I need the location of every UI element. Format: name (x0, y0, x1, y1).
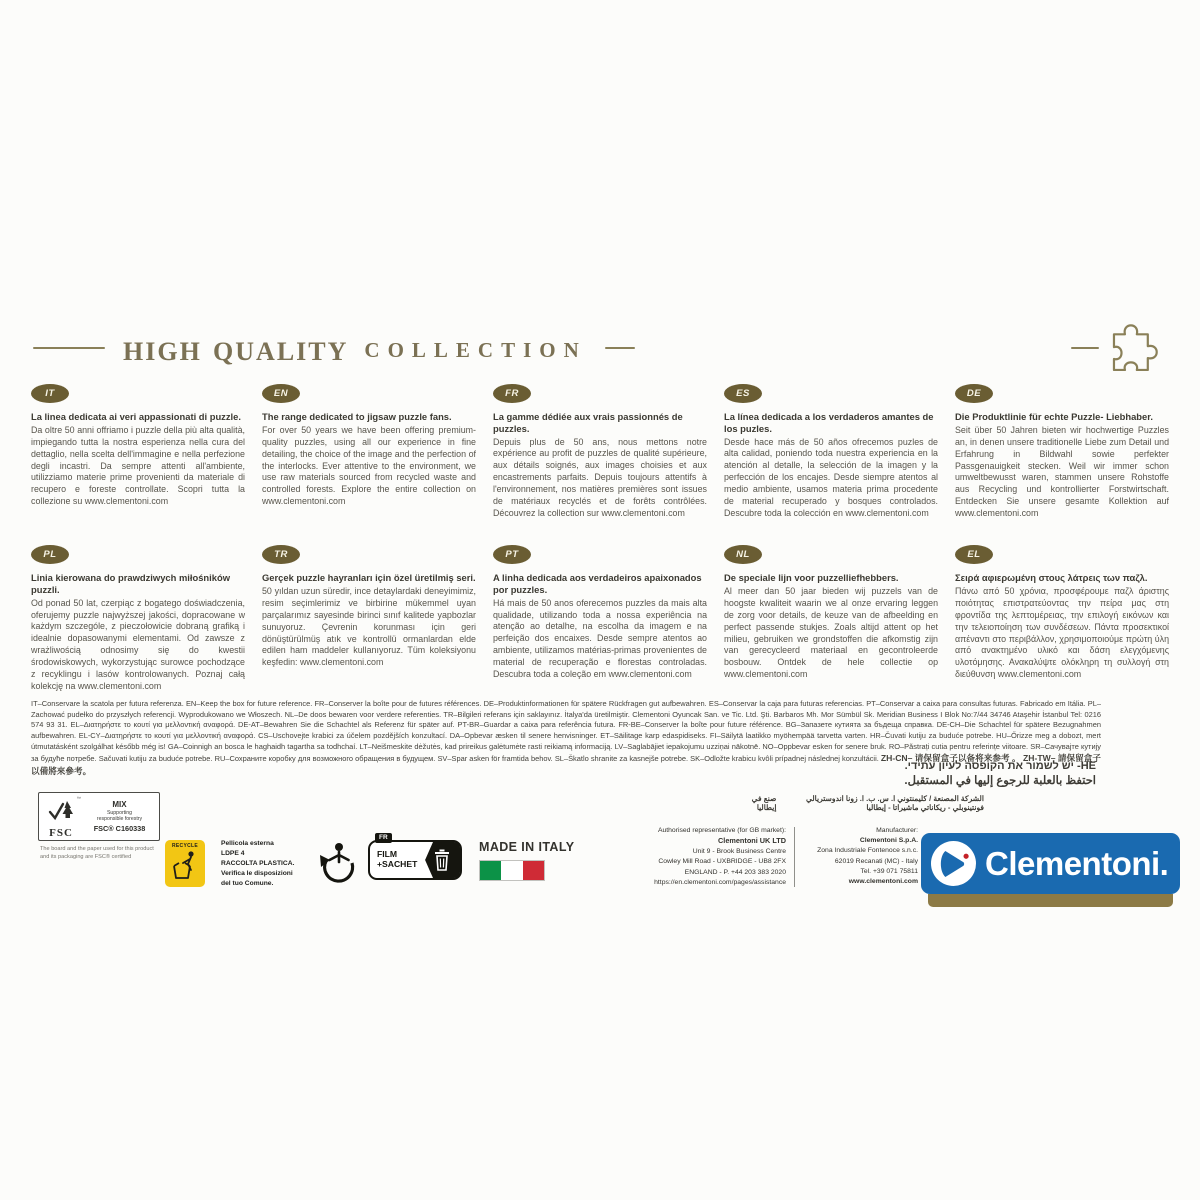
trash-bin-icon (424, 842, 460, 878)
lang-section-it (31, 383, 245, 520)
mfr-line-3: Zona Industriale Fontenoce s.n.c. (817, 847, 918, 855)
made-in-italy-ar: صنع في إيطاليا (751, 794, 777, 812)
uk-assistance-url: https://en.clementoni.com/pages/assistance (654, 878, 786, 886)
mfr-line-5: Tel. +39 071 75811 (860, 867, 918, 875)
plastic-line-4: Verifica le disposizioni (221, 870, 293, 878)
lang-section-de (955, 383, 1169, 520)
recycle-box-person-icon (170, 849, 200, 881)
mfr-line-4: 62019 Recanati (MC) - Italy (834, 857, 918, 865)
mfr-website: www.clementoni.com (848, 877, 918, 885)
lang-title-fr: La gamme dédiée aux vrais passionnés de puzzles. (493, 411, 683, 434)
made-in-italy (479, 840, 574, 881)
lang-badge-de: DE (955, 384, 993, 403)
fsc-supporting-line1: Supporting (106, 809, 133, 816)
lang-badge-el: EL (955, 545, 993, 564)
uk-line-1: Authorised representative (for GB market): (657, 827, 786, 834)
rtl-notices (744, 760, 1096, 812)
lang-section-fr (493, 383, 707, 520)
plastic-sorting-info (221, 839, 294, 889)
lang-body-tr: 50 yıldan uzun süredir, ince detaylardaki deneyimimiz, resim seçimlerimiz ve birbirine mükemmel uyan parçalarımız sayesinde birinci sınıf kalitede yapbozlar sunuyoruz. Çevrenin korunması için geri dönüştürülmüş atık ve kontrollü ormanlardan elde edilen ham maddeler kullanıyoruz. Tüm koleksiyonu keşfedin: www.clementoni.com (262, 585, 476, 668)
lang-section-pl (31, 544, 245, 693)
made-in-italy-label: MADE IN ITALY (479, 840, 575, 854)
puzzle-piece-icon (1103, 316, 1167, 380)
fsc-license-code: FSC® C160338 (93, 823, 146, 833)
manufacturer-notice-ar (744, 794, 984, 812)
header-rule-left (33, 347, 105, 350)
fsc-word: FSC (49, 826, 73, 839)
fsc-tree-check-icon (46, 797, 76, 823)
lang-badge-en: EN (262, 384, 300, 403)
lang-section-pt (493, 544, 707, 693)
language-sections (31, 383, 1169, 693)
recycle-pictogram (165, 840, 205, 887)
lang-body-pt: Há mais de 50 anos oferecemos puzzles da mais alta qualidade, utilizando toda a nossa experiência na atenção ao detalhe, na escolha da imagem e na perfeição dos encaixes. Desde sempre atentos ao ambiente, utilizamos matérias-primas provenientes de material de recuperação e florestas controladas. Descubra toda a coleção em www.clementoni.com (493, 597, 707, 680)
lang-title-de: Die Produktlinie für echte Puzzle- Liebhaber. (955, 411, 1153, 422)
lang-badge-tr: TR (262, 545, 300, 564)
mfr-line-2: Clementoni S.p.A. (859, 837, 918, 845)
lang-body-nl: Al meer dan 50 jaar bieden wij puzzels van de hoogste kwaliteit waarin we al onze ervaring leggen de zorg voor details, de keuze van de afbeelding en perfect passende stukjes. Zoals altijd attent op het milieu, gebruiken we grondstoffen die afkomstig zijn van gerecycleerd materiaal en gecontroleerde bosbouw. Ontdek de hele collectie op www.clementoni.com (724, 585, 938, 680)
fsc-supporting-line2: responsible forestry (96, 816, 143, 823)
mfr-line-1: Manufacturer: (876, 827, 918, 834)
lang-badge-pt: PT (493, 545, 531, 564)
uk-representative-address (586, 826, 786, 888)
lang-badge-fr: FR (493, 384, 531, 403)
plastic-line-2: LDPE 4 (221, 850, 245, 858)
fsc-certification-box (38, 792, 160, 841)
collection-title-main: high quality (123, 327, 349, 369)
lang-body-pl: Od ponad 50 lat, czerpiąc z bogatego doświadczenia, oferujemy puzzle najwyższej jakości, dopracowane w każdym szczególe, z pieczołowicie dobraną grafiką i idealnie dopasowanymi elementami. Od zawsze z wrażliwością odnosimy się do kwestii środowiskowych, wykorzystując surowce pochodzące z recyklingu i lasów kontrolowanych. Poznaj całą kolekcję na www.clementoni.com (31, 597, 245, 692)
triman-icon (317, 841, 359, 890)
clementoni-emblem-icon (931, 841, 976, 886)
lang-title-el: Σειρά αφιερωμένη στους λάτρεις των παζλ. (955, 572, 1148, 584)
lang-badge-nl: NL (724, 545, 762, 564)
lang-section-es (724, 383, 938, 520)
uk-line-2: Clementoni UK LTD (718, 836, 786, 846)
lang-body-es: Desde hace más de 50 años ofrecemos puzles de alta calidad, poniendo toda nuestra experiencia en la atención al detalle, la selección de la imagen y la perfección de los encajes. Desde siempre atentos al medio ambiente, usamos materia prima procedente de material recuperado y bosques controlados. Descubre toda la colección en www.clementoni.com (724, 436, 938, 519)
lang-badge-it: IT (31, 384, 69, 403)
film-label-line2: +SACHET (377, 859, 418, 869)
lang-section-en (262, 383, 476, 520)
header-rule-mid (605, 347, 635, 350)
fsc-caption: The board and the paper used for this product and its packaging are FSC® certified (40, 846, 154, 861)
address-divider (794, 827, 795, 887)
fsc-mix-label: MIX (112, 799, 127, 809)
recycle-label: RECYCLE (172, 843, 198, 849)
fsc-tm-mark: ™ (76, 795, 81, 801)
storage-notice-he: HE- יש לשמור את הקופסה לעיון עתידי. (904, 760, 1096, 772)
storage-notice-zh: ZH-CN– 请保留盒子以备将来参考 。 ZH-TW– 請保留盒子以備將來參考。 (31, 753, 1101, 776)
clementoni-logo (921, 833, 1180, 907)
lang-title-en: The range dedicated to jigsaw puzzle fans. (262, 411, 452, 422)
uk-line-3: Unit 9 - Brook Business Centre (692, 848, 786, 856)
logo-gold-base (928, 894, 1173, 907)
collection-header (33, 318, 1167, 378)
storage-notice-ar: احتفظ بالعلبة للرجوع إليها في المستقبل. (904, 775, 1096, 787)
lang-title-pt: A linha dedicada aos verdadeiros apaixonados por puzzles. (493, 572, 702, 595)
header-rule-right (1071, 347, 1099, 350)
lang-body-it: Da oltre 50 anni offriamo i puzzle della più alta qualità, impiegando tutta la nostra esperienza nella cura del dettaglio, nella scelta dell'immagine e nella perfezione degli incastri. Da sempre attenti all'ambiente, utilizziamo materie prime provenienti da materiale di recupero e foreste controllate. Scopri tutta la collezione su www.clementoni.com (31, 424, 245, 507)
fsc-logo (39, 795, 83, 839)
collection-title-sub: collection (364, 331, 587, 364)
clementoni-wordmark: Clementoni. (985, 844, 1169, 882)
film-label-line1: FILM (377, 849, 398, 860)
manufacturer-ar-text: الشركة المصنعة / كليمنتوني ا. س. ب. ا. زونا اندوستريالي فونتينوبلي - ريكاناتي ماشيراتا - إيطاليا (806, 794, 984, 812)
lang-title-pl: Linia kierowana do prawdziwych miłośników puzzli. (31, 572, 230, 595)
lang-badge-es: ES (724, 384, 762, 403)
lang-body-en: For over 50 years we have been offering premium-quality puzzles, using all our experience in fine detailing, the choice of the image and the perfection of the interlocks. Ever attentive to the environment, we use raw materials sourced from recycled waste and controlled forests. Explore the entire collection on www.clementoni.com (262, 424, 476, 507)
lang-badge-pl: PL (31, 545, 69, 564)
fr-country-tab: FR (375, 833, 392, 843)
storage-notice-text: IT–Conservare la scatola per futura referenza. EN–Keep the box for future reference. FR–Conserver la boîte pour de futures références. DE–Produktinformationen für spätere Rückfragen gut aufbewahren. ES–Conservar la caja para futuras referencias. PT–Conservar a caixa para consultas futuras. Fabricado em Itália. PL–Zachować pudełko do przyszłych referencji. Wyprodukowano we Włoszech. NL–De doos bewaren voor verdere referenties. TR–Bilgileri referans için saklayınız. İtalya'da üretilmiştir. Clementoni Oyuncak San. ve Tic. Ltd. Şti. Barbaros Mh. Mor Sümbül Sk. Meridian Business I Blok No:7/44 34746 Ataşehir İstanbul Tel: 0216 574 93 31. EL–Διατηρήστε το κουτί για μελλοντική αναφορά. DE-AT–Bewahren Sie die Schachtel als Referenz für später auf. PT-BR–Guardar a caixa para referência futura. FR-BE–Conserver la boîte pour future référence. BG–Запазете кутията за бъдеща справка. DE-CH–Die Schachtel für spätere Bezugnahmen aufbewahren. EL-CY–Διατηρήστε το κουτί για μελλοντική αναφορά. CS–Uschovejte krabici za účelem pozdějších konzultací. DA–Opbevar æsken til senere henvisninger. ET–Säilitage karp edaspidiseks. FI–Säilytä laatikko myöhempää tarvetta varten. HR–Čuvati kutiju za buduće potrebe. HU–Őrizze meg a dobozt, mert útmutatásként szolgálhat később még is! GA–Coinnigh an bosca le haghaidh tagartha sa todhchaí. LT–Neišmeskite dėžutės, kad prireikus galėtumėte rasti reikiamą informaciją. LV–Saglabājiet iepakojumu uzziņai nākotnē. NO–Oppbevar esken for senere bruk. RO–Păstrați cutia pentru referințe viitoare. SR–Сачувајте кутију за будуће потребе. Sačuvati kutiju za buduće potrebe. RU–Сохраните коробку для возможного обращения в будущем. SV–Spar asken för framtida behov. SL–Škatlo shranite za kasnejše potrebe. SK–Odložte krabicu kvôli prípadnej následnej konzultácii. (31, 699, 1101, 764)
lang-body-el: Πάνω από 50 χρόνια, προσφέρουμε παζλ άριστης ποιότητας επιστρατεύοντας την πείρα μας στη φροντίδα της λεπτομέρειας, την επιλογή εικόνων και την τελειοποίηση των συνδέσεων. Πάντα προσεκτικοί απέναντι στο περιβάλλον, χρησιμοποιούμε πρώτη ύλη από ανακτημένο υλικό και δάση ελεγχόμενης υλοτόμησης. Ανακαλύψτε ολόκληρη τη συλλογή στη διεύθυνση www.clementoni.com (955, 585, 1169, 680)
film-sachet-sorting-mark (368, 834, 462, 880)
plastic-line-5: del tuo Comune. (221, 880, 274, 888)
uk-line-4: Cowley Mill Road - UXBRIDGE - UB8 2FX (658, 858, 786, 866)
uk-line-5: ENGLAND - P. +44 203 383 2020 (684, 868, 786, 876)
lang-title-it: La linea dedicata ai veri appassionati di puzzle. (31, 411, 241, 422)
plastic-line-1: Pellicola esterna (221, 840, 274, 847)
lang-title-nl: De speciale lijn voor puzzelliefhebbers. (724, 572, 899, 584)
lang-section-nl (724, 544, 938, 693)
plastic-line-3: RACCOLTA PLASTICA. (221, 860, 295, 868)
lang-section-el (955, 544, 1169, 693)
manufacturer-address (802, 826, 918, 887)
lang-title-tr: Gerçek puzzle hayranları için özel üretilmiş seri. (262, 572, 476, 584)
lang-body-de: Seit über 50 Jahren bieten wir hochwertige Puzzles an, in denen unsere traditionelle Liebe zum Detail und Erfahrung in Bildwahl sowie perfekter Passgenauigkeit stecken. Weil wir immer schon umweltbewusst waren, stammen unsere Rohstoffe aus Recycling und kontrollierter Forstwirtschaft. Entdecken Sie unsere gesamte Kollektion auf www.clementoni.com (955, 424, 1169, 519)
lang-body-fr: Depuis plus de 50 ans, nous mettons notre expérience au profit de puzzles de qualité supérieure, aux détails soignés, aux images choisies et aux encastrements parfaits. Depuis toujours attentifs à l'environnement, nos matières premières sont issues de matériaux recyclés et de forêts contrôlées. Découvrez la collection sur www.clementoni.com (493, 436, 707, 519)
italian-flag (479, 860, 545, 881)
lang-title-es: La línea dedicada a los verdaderos amantes de los puzles. (724, 411, 934, 434)
lang-section-tr (262, 544, 476, 693)
